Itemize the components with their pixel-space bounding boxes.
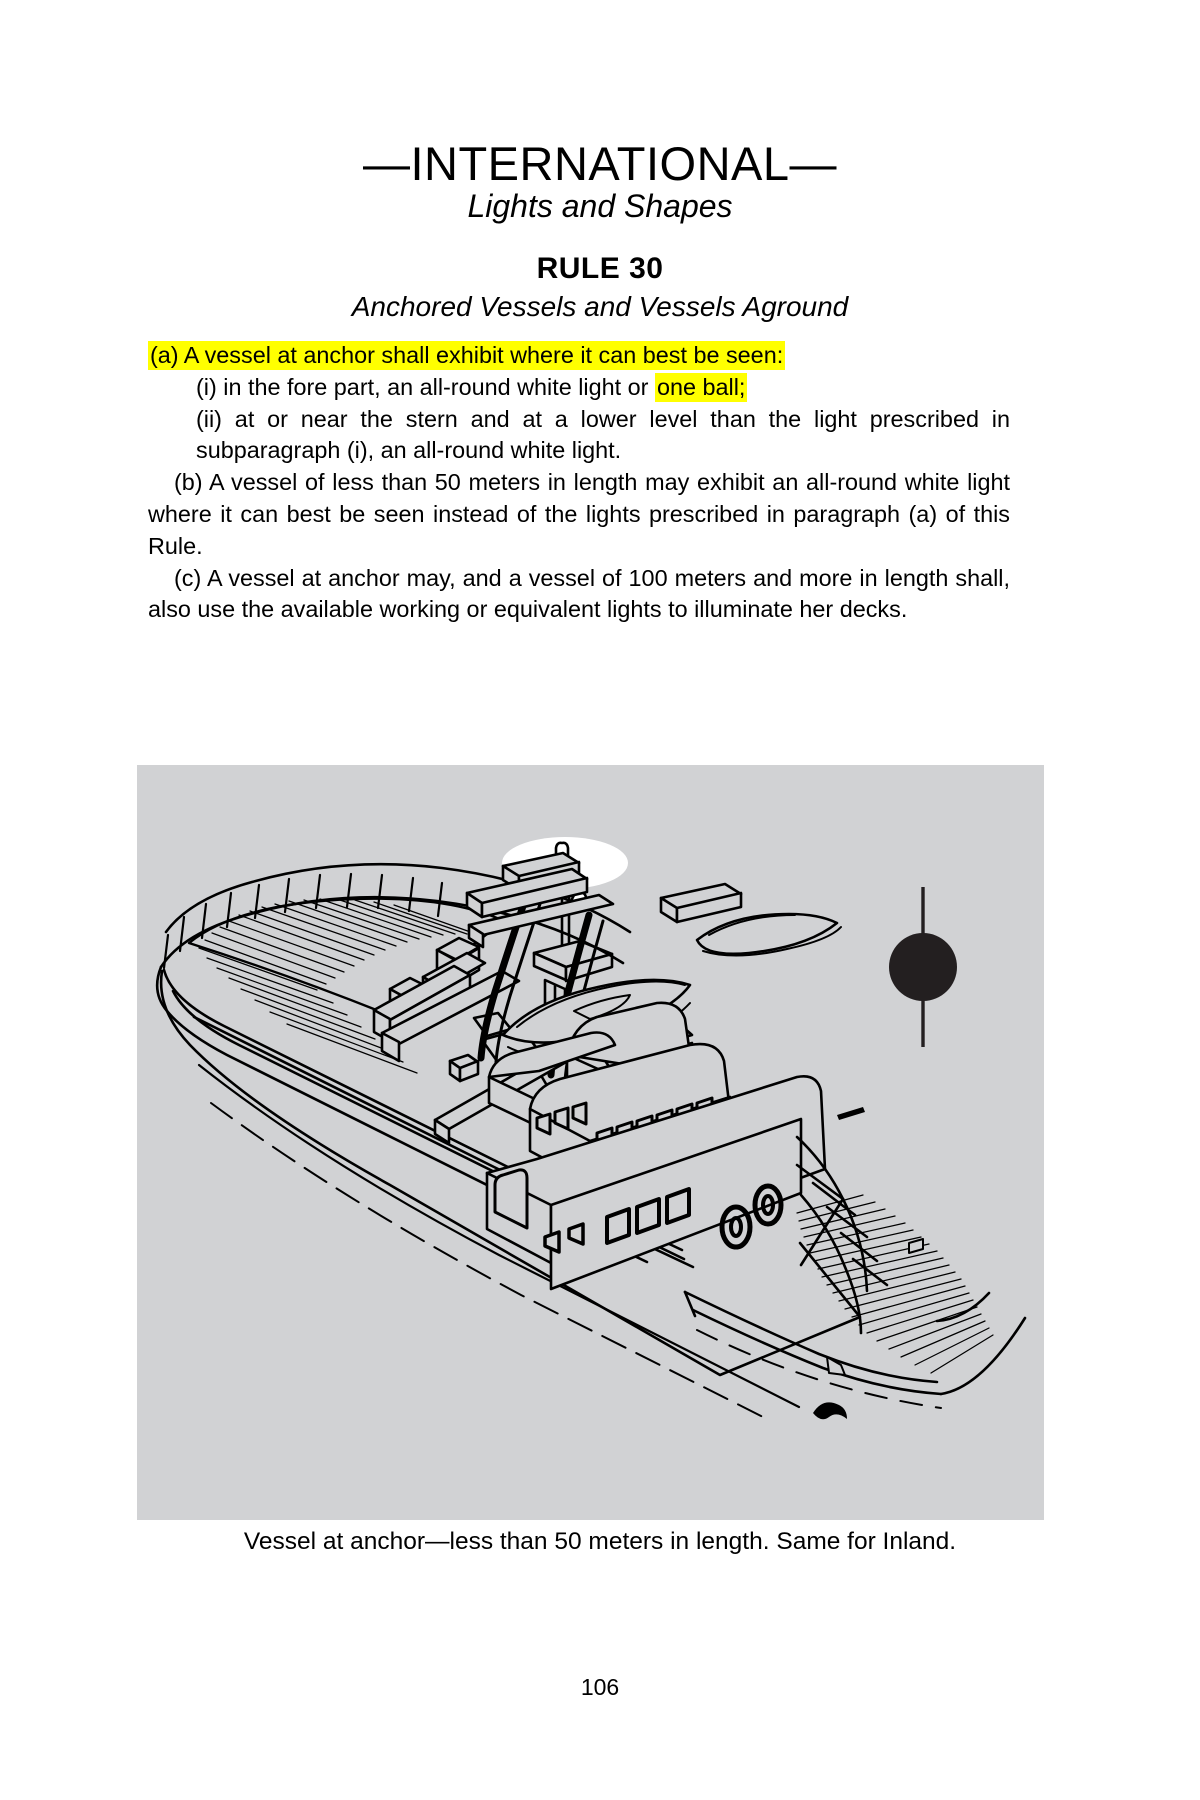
vessel-illustration-svg xyxy=(137,765,1044,1520)
page-number: 106 xyxy=(580,1674,620,1700)
paragraph-a-i-highlight: one ball; xyxy=(656,373,746,400)
page-header-title: —INTERNATIONAL— xyxy=(362,137,838,190)
paragraph-b: (b) A vessel of less than 50 meters in length may exhibit an all-round white light where it can best be seen instead of the lights prescribed in paragraph (a) of this Rule. xyxy=(148,469,1010,559)
paragraph-c: (c) A vessel at anchor may, and a vessel of 100 meters and more in length shall, also use the available working or equivalent lights to illuminate her decks. xyxy=(148,564,1010,623)
paragraph-a-ii: (ii) at or near the stern and at a lower level than the light prescribed in subparagraph (i), an all-round white light. xyxy=(196,405,1010,464)
paragraph-a xyxy=(148,340,1010,372)
figure-illustration-panel xyxy=(137,765,1044,1520)
paragraph-a-i-text: (i) in the fore part, an all-round white light or xyxy=(196,373,655,400)
rule-body-text xyxy=(148,340,1010,626)
rule-title-heading: Anchored Vessels and Vessels Aground xyxy=(351,291,849,322)
figure-caption: Vessel at anchor—less than 50 meters in length. Same for Inland. xyxy=(243,1528,957,1555)
paragraph-a-i xyxy=(196,372,1010,404)
rule-number-heading: RULE 30 xyxy=(536,252,664,285)
page-header-subtitle: Lights and Shapes xyxy=(467,188,733,224)
paragraph-a-highlight: (a) A vessel at anchor shall exhibit where it can best be seen: xyxy=(150,342,784,368)
